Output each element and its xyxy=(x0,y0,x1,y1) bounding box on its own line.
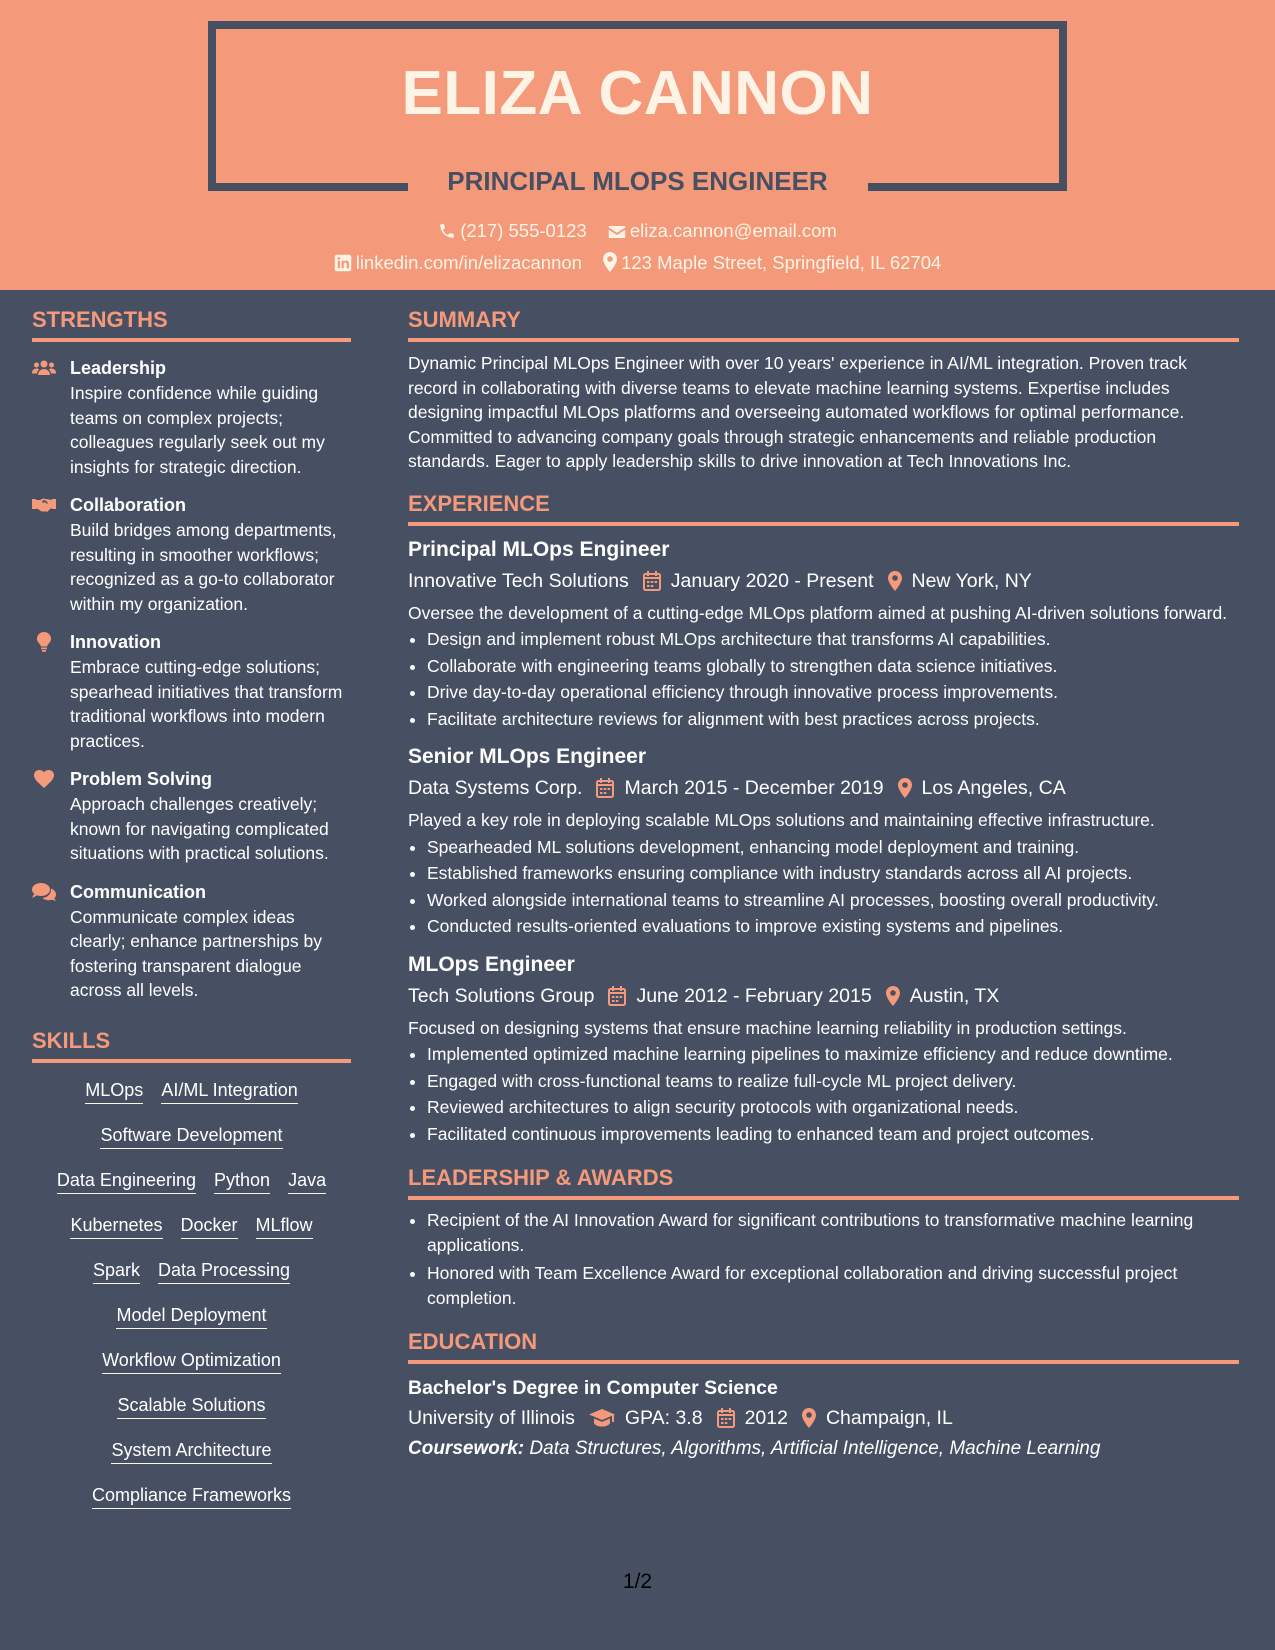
education-meta xyxy=(408,1403,1239,1433)
strength-item: Problem Solving Approach challenges creatively; known for navigating complicated situations with practical solutions. xyxy=(32,767,351,866)
bullet-item: • Design and implement robust MLOps architecture that transforms AI capabilities. xyxy=(427,627,1239,652)
bullet-item: • Spearheaded ML solutions development, enhancing model deployment and training. xyxy=(427,835,1239,860)
skill-tag: Compliance Frameworks xyxy=(92,1482,291,1509)
bullet-item: • Facilitate architecture reviews for alignment with best practices across projects. xyxy=(427,707,1239,732)
header-banner xyxy=(0,0,1275,290)
skill-tag: Spark xyxy=(93,1257,140,1284)
skill-tag: Python xyxy=(214,1167,270,1194)
envelope-icon xyxy=(608,224,626,240)
degree-title: Bachelor's Degree in Computer Science xyxy=(408,1377,778,1399)
job-meta xyxy=(408,981,1239,1011)
bullet-item: • Collaborate with engineering teams globally to strengthen data science initiatives. xyxy=(427,654,1239,679)
calendar-icon xyxy=(643,571,661,591)
summary-text: Dynamic Principal MLOps Engineer with over 10 years' experience in AI/ML integration. Proven track record in collaborating with diverse teams to elevate machine learning systems. Expertise includes designing impactful MLOps platforms and overseeing automated workflows for optimal performance. Committed to advancing company goals through strategic enhancements and reliable production standards. Eager to apply leadership skills to drive innovation at Tech Innovations Inc. xyxy=(408,353,1187,471)
users-icon xyxy=(32,359,56,377)
skill-tag: Scalable Solutions xyxy=(117,1392,265,1419)
job-entry xyxy=(408,742,1239,939)
award-item: • Honored with Team Excellence Award for exceptional collaboration and driving successful project completion. xyxy=(427,1261,1239,1310)
contact-row-1 xyxy=(0,220,1275,242)
job-description: Focused on designing systems that ensure machine learning reliability in production settings. xyxy=(408,1017,1127,1038)
job-location: Los Angeles, CA xyxy=(921,777,1066,799)
calendar-icon xyxy=(608,986,626,1006)
lightbulb-icon xyxy=(37,632,51,652)
bullet-item: • Worked alongside international teams to streamline AI processes, boosting overall productivity. xyxy=(427,888,1239,913)
job-company: Tech Solutions Group xyxy=(408,984,595,1007)
comments-icon xyxy=(32,883,56,901)
award-item: • Recipient of the AI Innovation Award for significant contributions to transformative machine learning applications. xyxy=(427,1208,1239,1257)
gpa: GPA: 3.8 xyxy=(624,1407,703,1429)
job-company: Innovative Tech Solutions xyxy=(408,569,629,592)
job-meta xyxy=(408,773,1239,803)
school-location: Champaign, IL xyxy=(825,1407,953,1429)
phone-contact: (217) 555-0123 xyxy=(438,220,587,242)
job-dates: January 2020 - Present xyxy=(670,569,874,592)
strength-item: Innovation Embrace cutting-edge solutions; spearhead initiatives that transform traditional workflows into modern practices. xyxy=(32,630,351,753)
skill-tag: System Architecture xyxy=(111,1437,271,1464)
map-pin-icon xyxy=(888,571,902,591)
linkedin-contact[interactable]: linkedin.com/in/elizacannon xyxy=(334,252,582,274)
bullet-item: • Facilitated continuous improvements leading to enhanced team and project outcomes. xyxy=(427,1122,1239,1147)
strength-item: Communication Communicate complex ideas clearly; enhance partnerships by fostering transparent dialogue across all levels. xyxy=(32,880,351,1003)
strengths-heading: STRENGTHS xyxy=(32,306,351,342)
job-title: Principal MLOps Engineer xyxy=(408,537,670,561)
experience-heading: EXPERIENCE xyxy=(408,490,1239,526)
graduation-cap-icon xyxy=(589,1409,615,1427)
candidate-name: ELIZA CANNON xyxy=(401,59,874,128)
skill-tag: Data Engineering xyxy=(57,1167,196,1194)
summary-heading: SUMMARY xyxy=(408,306,1239,342)
strength-item: Leadership Inspire confidence while guiding teams on complex projects; colleagues regularly seek out my insights for strategic direction. xyxy=(32,356,351,479)
address-contact: 123 Maple Street, Springfield, IL 62704 xyxy=(603,252,941,274)
education-heading: EDUCATION xyxy=(408,1328,1239,1364)
bullet-item: • Drive day-to-day operational efficiency through innovative process improvements. xyxy=(427,680,1239,705)
coursework: Coursework: Data Structures, Algorithms, Artificial Intelligence, Machine Learning xyxy=(408,1438,1101,1459)
strength-item: Collaboration Build bridges among departments, resulting in smoother workflows; recognized as a go-to collaborator within my organization. xyxy=(32,493,351,616)
job-description: Oversee the development of a cutting-edge MLOps platform aimed at pushing AI-driven solutions forward. xyxy=(408,602,1228,623)
school-name: University of Illinois xyxy=(408,1407,575,1429)
calendar-icon xyxy=(596,778,614,798)
map-pin-icon xyxy=(802,1408,816,1428)
bullet-item: • Reviewed architectures to align security protocols with organizational needs. xyxy=(427,1095,1239,1120)
job-description: Played a key role in deploying scalable MLOps solutions and maintaining effective infrastructure. xyxy=(408,810,1155,830)
skill-tag: MLflow xyxy=(256,1212,313,1239)
awards-heading: LEADERSHIP & AWARDS xyxy=(408,1164,1239,1200)
bullet-item: • Engaged with cross-functional teams to realize full-cycle ML project delivery. xyxy=(427,1069,1239,1094)
skill-tag: MLOps xyxy=(85,1077,143,1104)
linkedin-icon xyxy=(334,254,352,272)
job-bullets xyxy=(427,627,1239,731)
contact-row-2 xyxy=(0,252,1275,274)
skill-tag: Data Processing xyxy=(158,1257,290,1284)
skill-tag: Software Development xyxy=(100,1122,282,1149)
job-meta xyxy=(408,566,1239,596)
left-column xyxy=(32,306,351,1527)
awards-list xyxy=(427,1208,1239,1310)
bullet-item: • Implemented optimized machine learning pipelines to maximize efficiency and reduce downtime. xyxy=(427,1042,1239,1067)
job-title: MLOps Engineer xyxy=(408,952,575,976)
job-title: Senior MLOps Engineer xyxy=(408,745,647,768)
map-pin-icon xyxy=(603,252,617,272)
candidate-title: PRINCIPAL MLOPS ENGINEER xyxy=(447,166,828,196)
job-bullets xyxy=(427,1042,1239,1146)
map-pin-icon xyxy=(886,986,900,1006)
job-entry xyxy=(408,950,1239,1147)
handshake-icon xyxy=(32,497,56,513)
bullet-item: • Established frameworks ensuring compliance with industry standards across all AI projects. xyxy=(427,861,1239,886)
graduation-year: 2012 xyxy=(744,1407,788,1429)
map-pin-icon xyxy=(898,778,912,798)
job-company: Data Systems Corp. xyxy=(408,777,583,799)
phone-icon xyxy=(438,222,456,240)
skill-tag: AI/ML Integration xyxy=(161,1077,297,1104)
skill-tag: Workflow Optimization xyxy=(102,1347,281,1374)
email-contact[interactable]: eliza.cannon@email.com xyxy=(608,220,837,242)
right-column xyxy=(408,306,1239,1463)
calendar-icon xyxy=(717,1408,735,1428)
job-dates: March 2015 - December 2019 xyxy=(624,777,884,799)
job-location: New York, NY xyxy=(911,569,1032,592)
job-location: Austin, TX xyxy=(909,984,1000,1007)
skill-tag: Kubernetes xyxy=(70,1212,162,1239)
skill-tag: Java xyxy=(288,1167,326,1194)
skill-tag: Docker xyxy=(181,1212,238,1239)
skills-list xyxy=(32,1077,351,1527)
skills-heading: SKILLS xyxy=(32,1027,351,1063)
skill-tag: Model Deployment xyxy=(116,1302,266,1329)
bullet-item: • Conducted results-oriented evaluations to improve existing systems and pipelines. xyxy=(427,914,1239,939)
job-bullets xyxy=(427,835,1239,939)
job-dates: June 2012 - February 2015 xyxy=(636,984,872,1007)
heart-icon xyxy=(34,770,54,788)
page-number: 1/2 xyxy=(622,1570,653,1593)
job-entry xyxy=(408,535,1239,732)
